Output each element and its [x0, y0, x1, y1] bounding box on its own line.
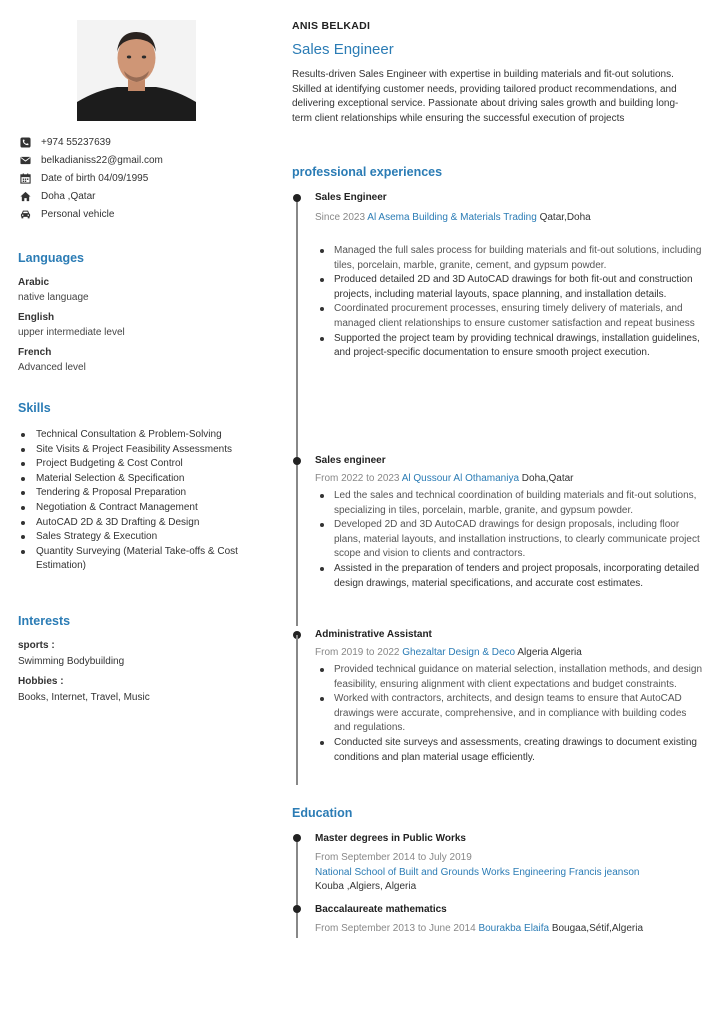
- hobbies-label: Hobbies :: [18, 676, 64, 687]
- edu-period: From September 2014 to July 2019: [315, 852, 472, 863]
- edu-period: From September 2013 to June 2014: [315, 923, 476, 934]
- language-name: English: [18, 312, 55, 323]
- edu-degree: Baccalaureate mathematics: [315, 904, 447, 915]
- job-bullets: [315, 489, 705, 591]
- languages-title: Languages: [18, 251, 84, 265]
- edu-meta: [315, 922, 705, 937]
- skill-item: Site Visits & Project Feasibility Assessments: [18, 443, 256, 458]
- sports-label: sports :: [18, 640, 55, 651]
- contact-phone: [20, 133, 260, 151]
- calendar-icon: [20, 173, 41, 184]
- language-name: French: [18, 347, 52, 358]
- dob-text: Date of birth 04/09/1995: [41, 172, 149, 184]
- job-bullet: Developed 2D and 3D AutoCAD drawings for design proposals, including floor plans, material layouts, and installation instructions, to clearly communicate project scope and vision to clients and contractors.: [315, 518, 705, 562]
- job-bullet: Supported the project team by providing technical drawings, installation guidelines, and project-specific documentation to ensure smooth project execution.: [315, 332, 705, 361]
- interests-list: [18, 639, 258, 711]
- edu-degree: Master degrees in Public Works: [315, 833, 466, 844]
- job-meta: [315, 472, 705, 486]
- person-name: ANIS BELKADI: [292, 20, 371, 32]
- contact-location: [20, 187, 260, 205]
- job-meta: [315, 646, 705, 660]
- skill-item: Sales Strategy & Execution: [18, 530, 256, 545]
- job-title: Sales engineer: [315, 455, 386, 466]
- job-bullets: [315, 663, 705, 765]
- skills-list: [18, 428, 256, 574]
- languages-list: [18, 276, 258, 381]
- education-entry: [315, 832, 705, 895]
- job-location: Algeria Algeria: [517, 647, 582, 658]
- job-entry: [315, 454, 705, 591]
- job-company: Ghezaltar Design & Deco: [402, 647, 516, 658]
- job-location: Qatar,Doha: [539, 212, 591, 223]
- language-item: [18, 311, 258, 346]
- timeline-dot: [293, 834, 301, 842]
- home-icon: [20, 191, 41, 202]
- job-bullet: Conducted site surveys and assessments, creating drawings to document existing conditions and plan material usage efficiently.: [315, 736, 705, 765]
- job-meta: [315, 211, 705, 225]
- profile-photo: [77, 20, 196, 121]
- profile-summary: Results-driven Sales Engineer with expertise in building materials and fit-out solutions. Skilled at identifying customer needs, providing tailored product recommendations, and delivering exceptional service. Passionate about driving sales growth and building long-term client relationships while ensuring the successful execution of projects: [292, 69, 679, 124]
- language-level: Advanced level: [18, 362, 86, 373]
- contact-vehicle: [20, 205, 260, 223]
- experience-title: professional experiences: [292, 165, 443, 179]
- contact-email: [20, 151, 260, 169]
- experience-timeline: [296, 196, 298, 626]
- car-icon: [20, 209, 41, 220]
- skill-item: Technical Consultation & Problem-Solving: [18, 428, 256, 443]
- sports-value: Swimming Bodybuilding: [18, 656, 125, 667]
- education-title: Education: [292, 806, 353, 820]
- sidebar: [0, 0, 268, 1024]
- hobbies-value: Books, Internet, Travel, Music: [18, 692, 150, 703]
- skill-item: Material Selection & Specification: [18, 472, 256, 487]
- contact-list: [20, 133, 260, 223]
- edu-school: National School of Built and Grounds Works Engineering Francis jeanson: [315, 866, 640, 878]
- edu-location: Bougaa,Sétif,Algeria: [551, 923, 643, 934]
- job-role: Sales Engineer: [292, 41, 394, 58]
- job-period: Since 2023: [315, 212, 366, 223]
- language-level: upper intermediate level: [18, 327, 125, 338]
- timeline-dot: [293, 194, 301, 202]
- interests-title: Interests: [18, 614, 71, 628]
- language-level: native language: [18, 292, 89, 303]
- job-title: Administrative Assistant: [315, 629, 432, 640]
- language-item: [18, 276, 258, 311]
- skill-item: Tendering & Proposal Preparation: [18, 486, 256, 501]
- contact-dob: [20, 169, 260, 187]
- phone-icon: [20, 137, 41, 148]
- job-period: From 2022 to 2023: [315, 473, 400, 484]
- job-bullet: Provided technical guidance on material selection, installation methods, and design feasibility, ensuring alignment with client expectations and budget constraints.: [315, 663, 705, 692]
- education-entry: [315, 903, 705, 937]
- job-bullets: [315, 244, 705, 361]
- job-entry: [315, 191, 705, 361]
- vehicle-text: Personal vehicle: [41, 208, 115, 220]
- job-bullet: Led the sales and technical coordination of building materials and fit-out solutions, specializing in tiles, porcelain, marble, granite, and gypsum powder.: [315, 489, 705, 518]
- job-bullet: Managed the full sales process for building materials and fit-out solutions, including tiles, porcelain, marble, granite, cement, and gypsum powder.: [315, 244, 705, 273]
- skill-item: AutoCAD 2D & 3D Drafting & Design: [18, 516, 256, 531]
- job-company: Al Qussour Al Othamaniya: [401, 473, 520, 484]
- envelope-icon: [20, 155, 41, 166]
- experience-timeline: [296, 635, 298, 785]
- job-location: Doha,Qatar: [521, 473, 574, 484]
- email-text: belkadianiss22@gmail.com: [41, 154, 163, 166]
- job-company: Al Asema Building & Materials Trading: [367, 212, 537, 223]
- language-item: [18, 346, 258, 381]
- edu-location: Kouba ,Algiers, Algeria: [315, 881, 417, 893]
- language-name: Arabic: [18, 277, 50, 288]
- timeline-dot: [293, 457, 301, 465]
- skill-item: Negotiation & Contract Management: [18, 501, 256, 516]
- edu-school: Bourakba Elaifa: [478, 923, 550, 934]
- timeline-dot: [293, 905, 301, 913]
- phone-text: +974 55237639: [41, 136, 111, 148]
- job-bullet: Produced detailed 2D and 3D AutoCAD drawings for both fit-out and construction projects, including material layouts, space planning, and installation details.: [315, 273, 705, 302]
- job-title: Sales Engineer: [315, 192, 387, 203]
- job-bullet: Worked with contractors, architects, and design teams to ensure that AutoCAD drawings were accurate, comprehensive, and in compliance with building codes and regulations.: [315, 692, 705, 736]
- skills-title: Skills: [18, 401, 51, 415]
- skill-item: Project Budgeting & Cost Control: [18, 457, 256, 472]
- education-timeline: [296, 836, 298, 938]
- skill-item: Quantity Surveying (Material Take-offs & Cost Estimation): [18, 545, 256, 574]
- job-entry: [315, 628, 705, 765]
- job-period: From 2019 to 2022: [315, 647, 400, 658]
- location-text: Doha ,Qatar: [41, 190, 96, 202]
- job-bullet: Assisted in the preparation of tenders and project proposals, incorporating detailed design drawings, material specifications, and accurate cost estimates.: [315, 562, 705, 591]
- job-bullet: Coordinated procurement processes, ensuring timely delivery of materials, and managed client relationships to ensure customer satisfaction and repeat business: [315, 302, 705, 331]
